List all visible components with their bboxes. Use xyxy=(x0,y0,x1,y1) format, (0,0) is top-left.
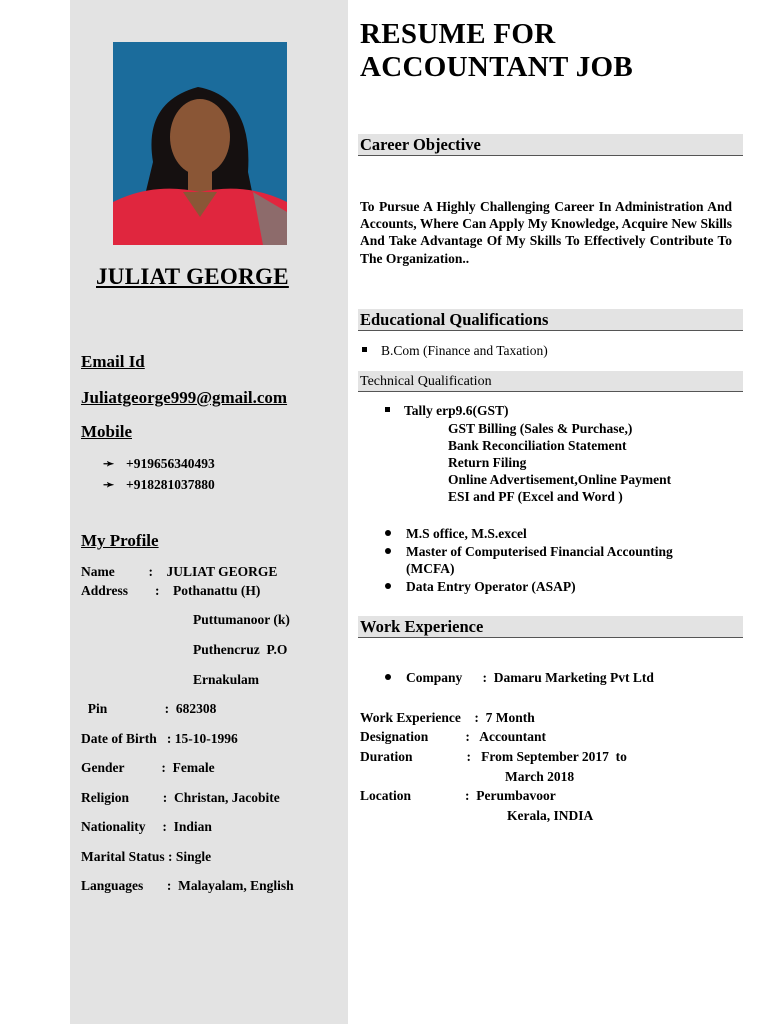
tally-sub-item: Bank Reconciliation Statement xyxy=(448,438,627,453)
tally-sub-item: Online Advertisement,Online Payment xyxy=(448,472,672,487)
work-experience-row: Work Experience : 7 Month xyxy=(360,710,535,725)
profile-marital-row: Marital Status : Single xyxy=(81,849,212,864)
company-row-text: Company : Damaru Marketing Pvt Ltd xyxy=(406,670,654,685)
profile-dob-row: Date of Birth : 15-10-1996 xyxy=(81,731,238,746)
skill-item-text: Master of Computerised Financial Accounting xyxy=(406,544,673,559)
tally-sub-item: GST Billing (Sales & Purchase,) xyxy=(448,421,633,436)
skill-item xyxy=(385,544,673,560)
duration-row: Duration : From September 2017 to xyxy=(360,749,627,764)
duration-row-continuation: March 2018 xyxy=(505,769,575,784)
profile-gender-row: Gender : Female xyxy=(81,760,215,775)
tally-sub-item: Return Filing xyxy=(448,455,527,470)
mobile-item xyxy=(103,456,215,472)
skill-item-text: M.S office, M.S.excel xyxy=(406,526,527,541)
skill-item-continuation: (MCFA) xyxy=(406,561,455,576)
profile-nationality-row: Nationality : Indian xyxy=(81,819,212,834)
profile-address-line: Ernakulam xyxy=(193,672,260,687)
resume-title-line: RESUME FOR xyxy=(360,18,556,50)
candidate-name: JULIAT GEORGE xyxy=(96,264,289,289)
education-item xyxy=(362,343,548,359)
career-objective-heading: Career Objective xyxy=(358,134,743,156)
designation-row: Designation : Accountant xyxy=(360,729,547,744)
tally-item-text: Tally erp9.6(GST) xyxy=(404,403,509,418)
tally-item xyxy=(385,403,509,419)
profile-photo xyxy=(113,42,287,245)
profile-address-line: Puthencruz P.O xyxy=(193,642,288,657)
mobile-number: +918281037880 xyxy=(126,477,215,492)
arrow-bullet-icon: ➛ xyxy=(103,477,115,492)
resume-title-line: ACCOUNTANT JOB xyxy=(360,51,634,83)
round-bullet-icon xyxy=(385,674,391,680)
profile-address-line: Puttumanoor (k) xyxy=(193,612,290,627)
round-bullet-icon xyxy=(385,548,391,554)
mobile-label: Mobile xyxy=(81,422,132,441)
square-bullet-icon xyxy=(385,407,390,412)
location-row-continuation: Kerala, INDIA xyxy=(507,808,594,823)
education-heading: Educational Qualifications xyxy=(358,309,743,331)
profile-address-row: Address : Pothanattu (H) xyxy=(81,583,261,598)
career-objective-text: To Pursue A Highly Challenging Career In Administration And Accounts, Where Can Apply My Knowledge, Acquire New Skills And Take Advantage Of My Skills To Effectively Contribute To The Organization.. xyxy=(360,199,732,266)
round-bullet-icon xyxy=(385,583,391,589)
mobile-item xyxy=(103,477,215,493)
work-experience-heading: Work Experience xyxy=(358,616,743,638)
round-bullet-icon xyxy=(385,530,391,536)
education-item-text: B.Com (Finance and Taxation) xyxy=(381,343,548,358)
profile-languages-row: Languages : Malayalam, English xyxy=(81,878,294,893)
profile-pin-row: Pin : 682308 xyxy=(81,701,217,716)
email-link[interactable]: Juliatgeorge999@gmail.com xyxy=(81,388,288,407)
square-bullet-icon xyxy=(362,347,367,352)
skill-item xyxy=(385,579,576,595)
profile-name-row: Name : JULIAT GEORGE xyxy=(81,564,278,579)
skill-item-text: Data Entry Operator (ASAP) xyxy=(406,579,576,594)
resume-title xyxy=(360,18,633,84)
tally-sub-item: ESI and PF (Excel and Word ) xyxy=(448,489,623,504)
location-row: Location : Perumbavoor xyxy=(360,788,556,803)
my-profile-label: My Profile xyxy=(81,531,159,550)
mobile-number: +919656340493 xyxy=(126,456,215,471)
skill-item xyxy=(385,526,527,542)
company-row xyxy=(385,670,654,686)
technical-heading: Technical Qualification xyxy=(358,371,743,392)
arrow-bullet-icon: ➛ xyxy=(103,456,115,471)
email-label: Email Id xyxy=(81,352,145,371)
profile-religion-row: Religion : Christan, Jacobite xyxy=(81,790,280,805)
